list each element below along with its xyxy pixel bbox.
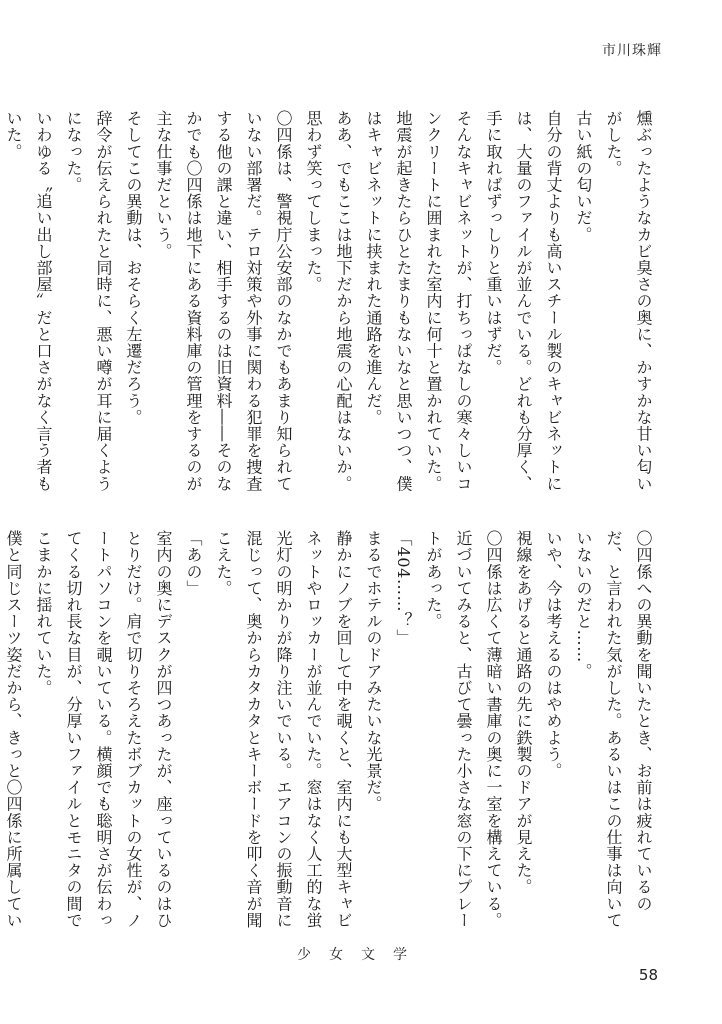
- paragraph: いや、今は考えるのはやめよう。: [544, 530, 563, 779]
- author-name: 市川珠輝: [602, 43, 662, 59]
- body-text-upper: [4, 110, 658, 500]
- paragraph: そんなキャビネットが、打ちっぱなしの寒々しいコンクリートに囲まれた室内に何十と置かれていた。: [424, 110, 473, 492]
- paragraph: 〇四係は、警視庁公安部のなかでもあまり知られていない部署だ。テロ対策や外事に関わる犯罪を捜査する他の課と違い、相手するのは旧資料――そのなかでも〇四係は地下にある資料庫の管理をするのが主な仕事だという。: [154, 110, 293, 492]
- paragraph: 〇四係への異動を聞いたとき、お前は疲れているのだ、と言われた気がした。あるいはこの仕事は向いていないのだと……。: [574, 530, 653, 929]
- paragraph: 燻ぶったようなカビ臭さの奥に、かすかな甘い匂いがした。: [604, 110, 653, 492]
- paragraph: 視線をあげると通路の先に鉄製のドアが見えた。: [514, 530, 533, 896]
- paragraph: そしてこの異動は、おそらく左遷だろう。: [124, 110, 143, 426]
- paragraph: 〇四係は広くて薄暗い書庫の奥に一室を構えている。近づいてみると、古びて曇った小さな窓の下にプレートがあった。: [424, 530, 503, 929]
- paragraph: ああ、でもここは地下だから地震の心配はないか。: [334, 110, 353, 492]
- paragraph: 「あの」: [184, 530, 203, 597]
- magazine-title: 少女文学: [297, 947, 425, 963]
- body-text-lower: [4, 530, 658, 930]
- paragraph: 僕と同じスーツ姿だから、きっと〇四係に所属してい: [4, 530, 23, 929]
- paragraph: 室内の奥にデスクが四つあったが、座っているのはひとりだけ。肩で切りそろえたボブカットの女性が、ノートパソコンを覗いている。横顔でも聡明さが伝わってくる切れ長な目が、分厚いファイルとモニタの間でこまかに揺れていた。: [34, 530, 173, 929]
- paragraph: 思わず笑ってしまった。: [304, 110, 323, 293]
- paragraph: まるでホテルのドアみたいな光景だ。: [364, 530, 383, 813]
- paragraph: 静かにノブを回して中を覗くと、室内にも大型キャビネットやロッカーが並んでいた。窓はなく人工的な蛍光灯の明かりが降り注いでいる。エアコンの振動音に混じって、奥からカタカタとキーボードを叩く音が聞こえた。: [214, 530, 353, 929]
- paragraph: 自分の背丈よりも高いスチール製のキャビネットには、大量のファイルが並んでいる。どれも分厚く、手に取ればずっしりと重いはずだ。: [484, 110, 563, 492]
- paragraph: 地震が起きたらひとたまりもないなと思いつつ、僕はキャビネットに挟まれた通路を進んだ。: [364, 110, 413, 492]
- paragraph: 古い紙の匂いだ。: [574, 110, 593, 243]
- page-number: 58: [638, 966, 658, 984]
- paragraph: いわゆる〝追い出し部屋〟だと口さがなく言う者もいた。: [4, 110, 53, 492]
- paragraph: 「404……？」: [394, 530, 413, 646]
- paragraph: 辞令が伝えられたと同時に、悪い噂が耳に届くようになった。: [64, 110, 113, 492]
